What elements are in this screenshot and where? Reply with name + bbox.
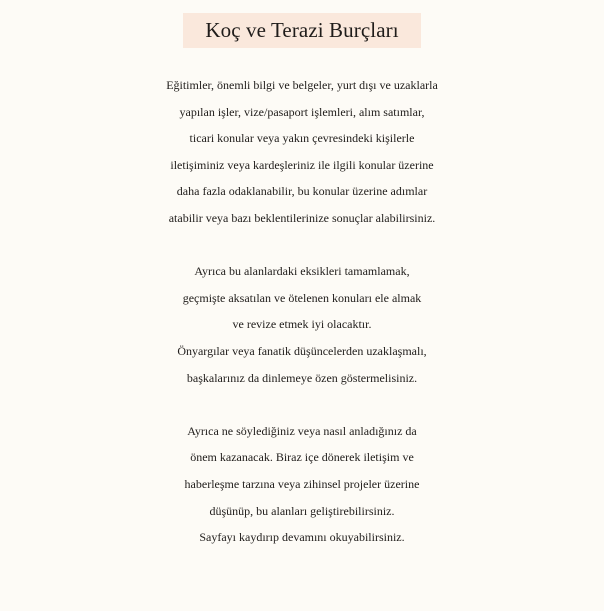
text-line: Eğitimler, önemli bilgi ve belgeler, yurt dışı ve uzaklarla <box>166 78 438 92</box>
text-line: başkalarınız da dinlemeye özen göstermelisiniz. <box>186 370 418 385</box>
text-line: Ayrıca ne söylediğiniz veya nasıl anladığınız da <box>187 423 417 438</box>
paragraph-3 <box>0 418 604 551</box>
text-line: Sayfayı kaydırıp devamını okuyabilirsiniz. <box>199 530 405 545</box>
text-line: geçmişte aksatılan ve ötelenen konuları ele almak <box>182 290 422 305</box>
text-line: Önyargılar veya fanatik düşüncelerden uzaklaşmalı, <box>177 343 427 358</box>
text-line: Ayrıca bu alanlardaki eksikleri tamamlamak, <box>194 264 410 279</box>
text-line: iletişiminiz veya kardeşleriniz ile ilgili konular üzerine <box>170 157 434 172</box>
title-container <box>0 13 604 48</box>
text-line: ticari konular veya yakın çevresindeki kişilerle <box>189 131 415 146</box>
text-line: önem kazanacak. Biraz içe dönerek iletişim ve <box>190 450 414 465</box>
paragraph-2 <box>0 258 604 391</box>
text-line: düşünüp, bu alanları geliştirebilirsiniz. <box>209 503 395 518</box>
text-line: daha fazla odaklanabilir, bu konular üzerine adımlar <box>176 184 428 199</box>
paragraph-1 <box>0 72 604 232</box>
text-line: ve revize etmek iyi olacaktır. <box>232 317 372 332</box>
text-line: yapılan işler, vize/pasaport işlemleri, alım satımlar, <box>179 104 425 119</box>
text-line: haberleşme tarzına veya zihinsel projeler üzerine <box>184 476 420 491</box>
article-body <box>0 72 604 551</box>
text-line: atabilir veya bazı beklentilerinize sonuçlar alabilirsiniz. <box>168 210 436 225</box>
page-title: Koç ve Terazi Burçları <box>183 13 420 48</box>
